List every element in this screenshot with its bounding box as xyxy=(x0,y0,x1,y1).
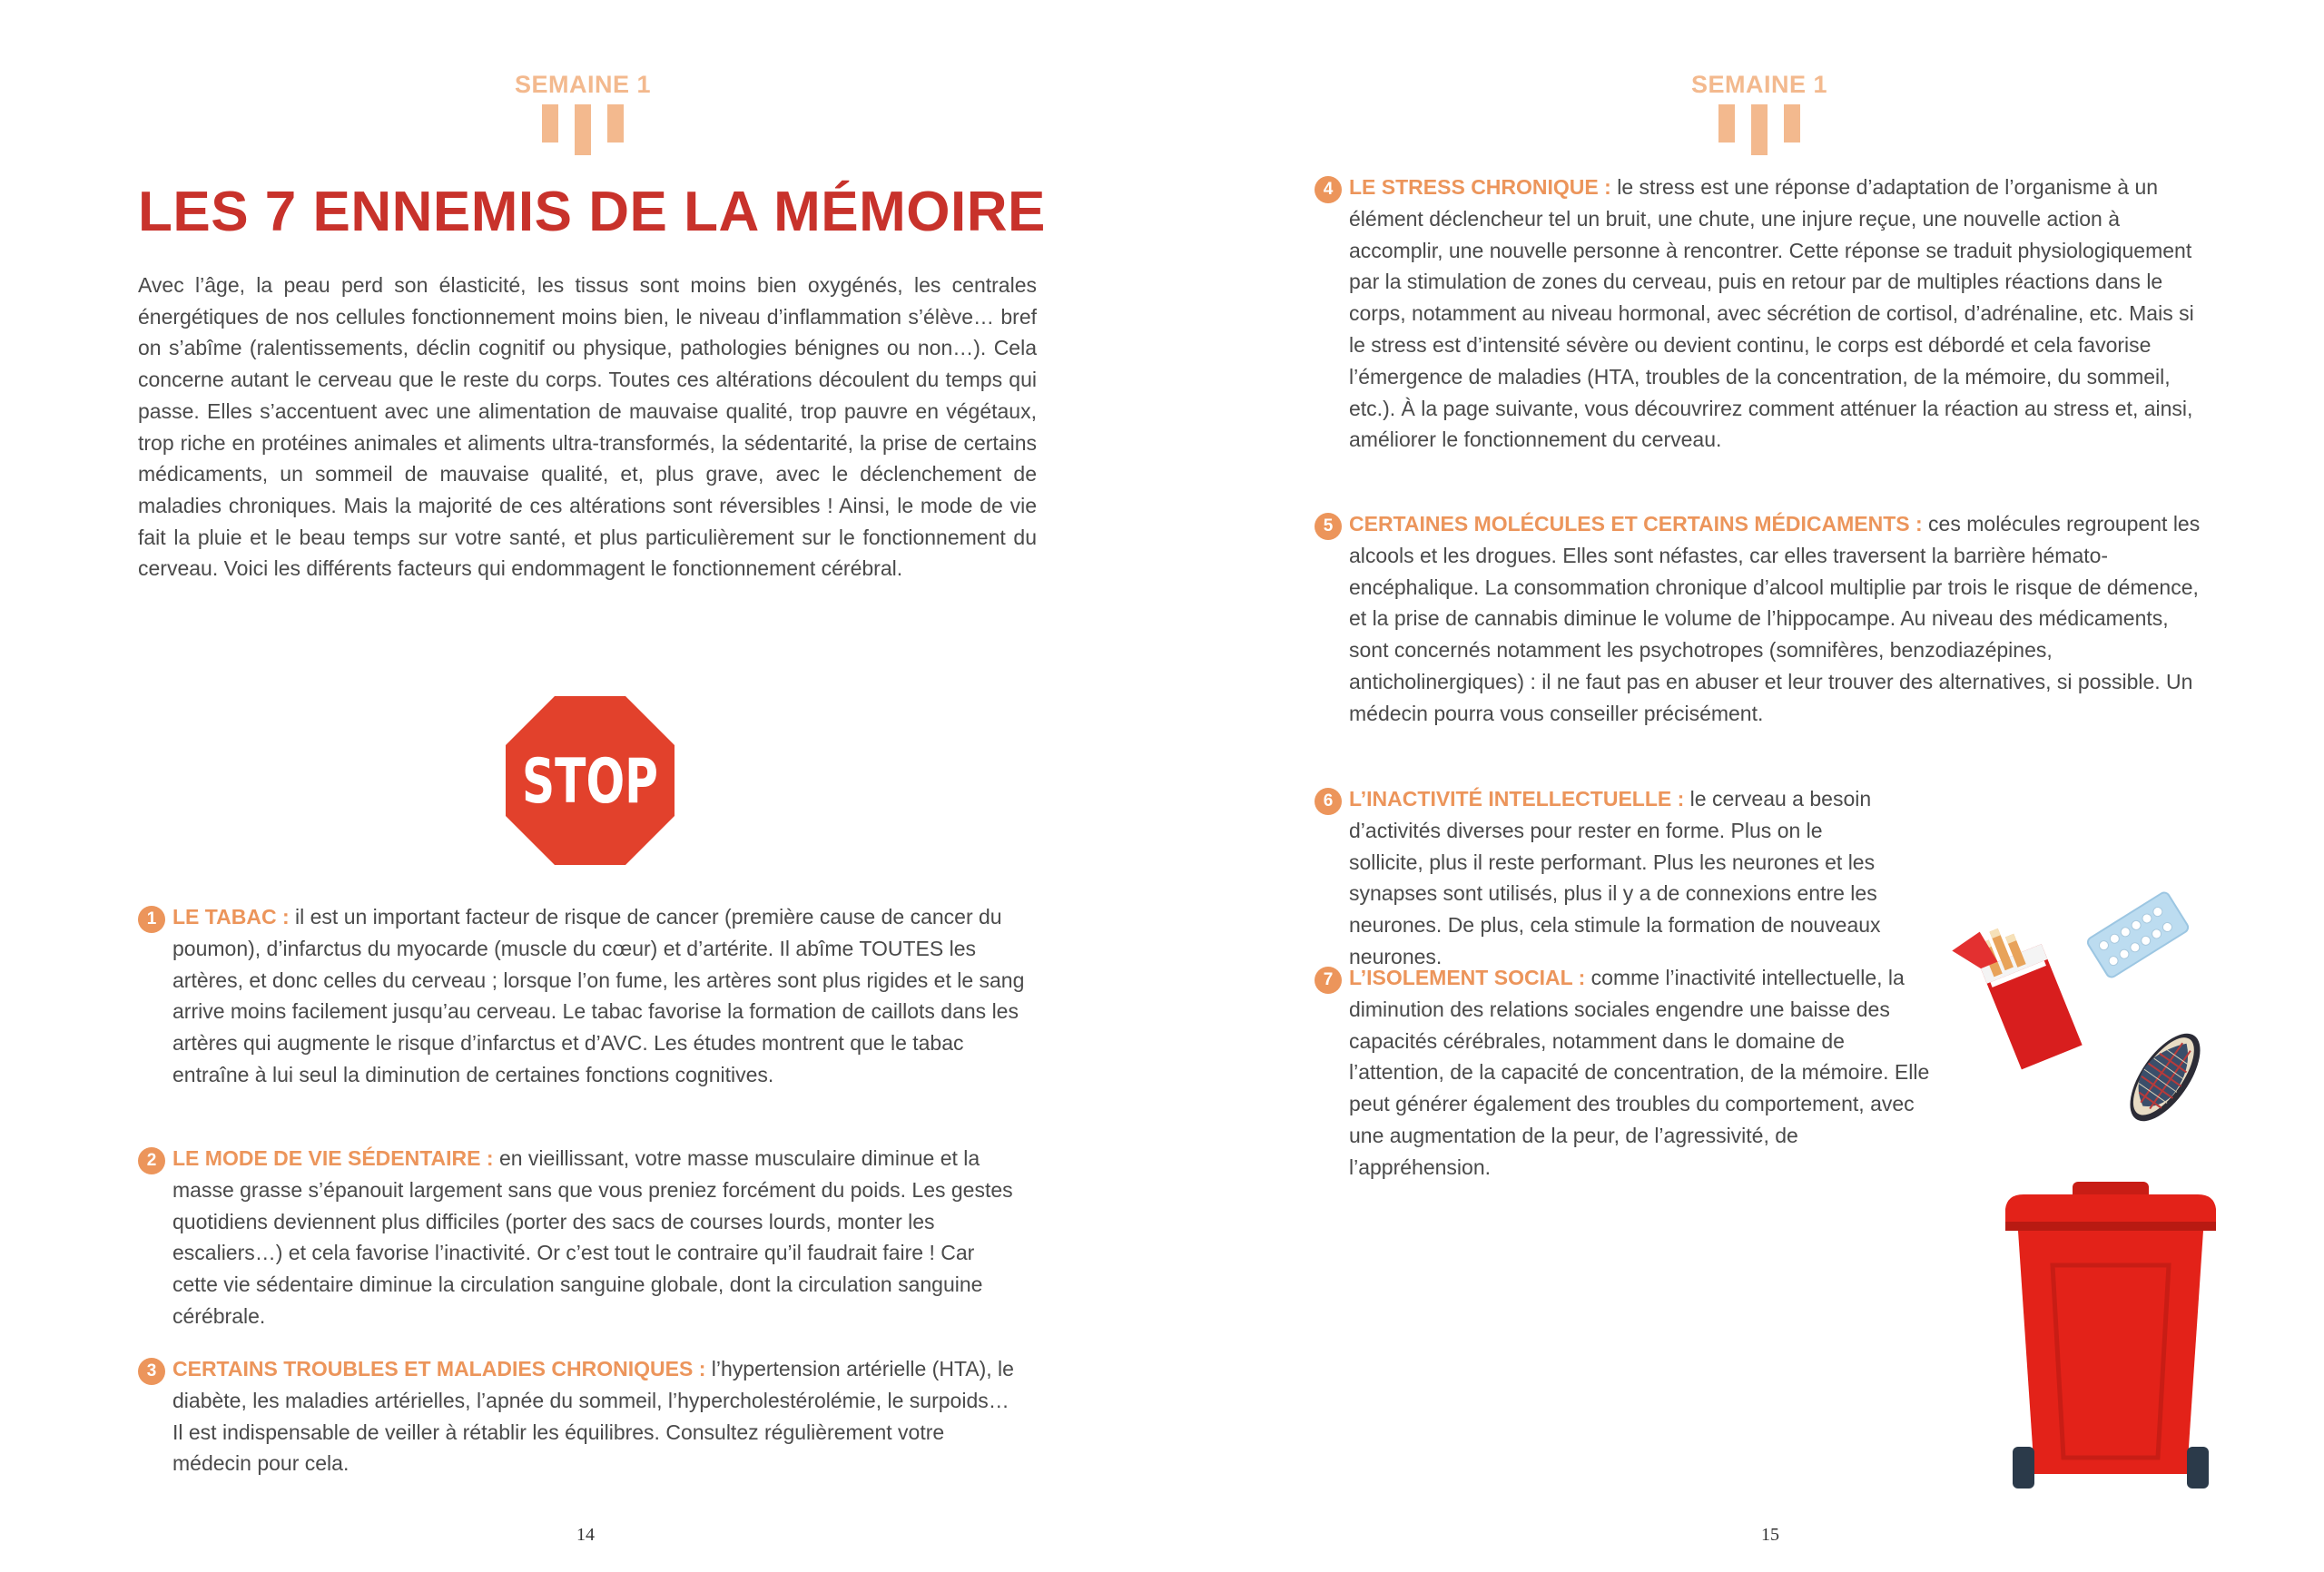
page-title: LES 7 ENNEMIS DE LA MÉMOIRE xyxy=(138,181,1046,243)
item-number-badge: 4 xyxy=(1315,176,1342,203)
item-heading: LE MODE DE VIE SÉDENTAIRE : xyxy=(172,1146,494,1170)
item-text: en vieillissant, votre masse musculaire diminue et la masse grasse s’épanouit largement sans que vous preniez forcément du poids. Les gestes quotidiens deviennent plus difficiles (porter des sacs de courses lourds, monter les escaliers…) et cela favorise l’inactivité. Or c’est tout le contraire qu’il faudrait faire ! Car cette vie sédentaire diminue la circulation sanguine globale, dont la circulation sanguine cérébrale. xyxy=(172,1146,1013,1328)
item-text: le cerveau a besoin d’activités diverses pour rester en forme. Plus on le sollicite, plus il reste performant. Plus les neurones et les synapses sont utilisés, plus il y a de connexions entre les neurones. De plus, cela stimule la formation de nouveaux neurones. xyxy=(1349,787,1881,968)
week-label: SEMAINE 1 xyxy=(1690,71,1828,98)
item-heading: CERTAINES MOLÉCULES ET CERTAINS MÉDICAMENTS : xyxy=(1349,512,1923,535)
enemy-item-6 xyxy=(1323,783,1894,973)
item-text: l’hypertension artérielle (HTA), le diabète, les maladies artérielles, l’apnée du sommeil, l’hypercholestérolémie, le surpoids… Il est indispensable de veiller à rétablir les équilibres. Consultez régulièrement votre médecin pour cela. xyxy=(172,1357,1014,1476)
intro-paragraph: Avec l’âge, la peau perd son élasticité, les tissus sont moins bien oxygénés, les centrales énergétiques de nos cellules fonctionnement moins bien, le niveau d’inflammation s’élève… bref on s’abîme (ralentissements, déclin cognitif ou physique, pathologies bénignes ou non…). Cela concerne autant le cerveau que le reste du corps. Toutes ces altérations découlent du temps qui passe. Elles s’accentuent avec une alimentation de mauvaise qualité, trop pauvre en végétaux, trop riche en protéines animales et aliments ultra-transformés, la sédentarité, la prise de certains médicaments, un sommeil de mauvaise qualité, et, plus grave, avec le déclenchement de maladies chroniques. Mais la majorité de ces altérations sont réversibles ! Ainsi, le mode de vie fait la pluie et le beau temps sur votre santé, et plus particulièrement sur le fonctionnement du cerveau. Voici les différents facteurs qui endommagent le fonctionnement cérébral. xyxy=(138,273,1037,581)
page-number: 14 xyxy=(576,1525,595,1545)
item-heading: CERTAINS TROUBLES ET MALADIES CHRONIQUES : xyxy=(172,1357,706,1380)
item-number-badge: 7 xyxy=(1315,967,1342,994)
page-number: 15 xyxy=(1761,1525,1779,1545)
item-heading: LE TABAC : xyxy=(172,905,290,928)
enemy-item-3 xyxy=(146,1353,1021,1479)
right-page xyxy=(1162,0,2324,1572)
item-heading: LE STRESS CHRONIQUE : xyxy=(1349,175,1611,199)
item-text: ces molécules regroupent les alcools et les drogues. Elles sont néfastes, car elles traversent la barrière hémato-encéphalique. La consommation chronique d’alcool multiplie par trois le risque de démence, et la prise de cannabis diminue le volume de l’hippocampe. Au niveau des médicaments, sont concernés notamment les psychotropes (somnifères, benzodiazépines, anticholinergiques) : il ne faut pas en abuser et leur trouver des alternatives, si possible. Un médecin pourra vous conseiller précisément. xyxy=(1349,512,2201,725)
enemy-item-2 xyxy=(146,1143,1017,1332)
enemy-item-7 xyxy=(1323,962,1939,1184)
week-marker xyxy=(492,71,674,155)
enemy-item-1 xyxy=(146,901,1031,1091)
week-bars-icon xyxy=(492,104,674,155)
item-text: comme l’inactivité intellectuelle, la diminution des relations sociales engendre une baisse des capacités cérébrales, notamment dans le domaine de l’attention, de la capacité de concentration, de la mémoire. Elle peut générer également des troubles du comportement, avec une augmentation de la peur, de l’agressivité, de l’appréhension. xyxy=(1349,966,1930,1179)
pill-blister-icon xyxy=(2083,894,2192,976)
item-number-badge: 6 xyxy=(1315,788,1342,815)
item-text: le stress est une réponse d’adaptation de l’organisme à un élément déclencheur tel un bruit, une chute, une injure reçue, une nouvelle action à accomplir, une nouvelle personne à rencontrer. Cette réponse se traduit physiologiquement par la stimulation de zones du cerveau, puis en retour par de multiples réactions dans le corps, notamment au niveau hormonal, avec sécrétion de cortisol, d’adrénaline, etc. Mais si le stress est d’intensité sévère ou devient continu, le corps est débordé et cela favorise l’émergence de maladies (HTA, troubles de la concentration, de la mémoire, du sommeil, etc.). À la page suivante, vous découvrirez comment atténuer la réaction au stress et, ainsi, améliorer le fonctionnement du cerveau. xyxy=(1349,175,2194,452)
trash-bin-icon xyxy=(2002,1182,2220,1495)
enemy-item-5 xyxy=(1323,508,2211,730)
item-heading: L’ISOLEMENT SOCIAL : xyxy=(1349,966,1586,989)
item-number-badge: 1 xyxy=(138,906,165,933)
week-marker xyxy=(1669,71,1850,155)
cigarette-pack-icon xyxy=(1970,917,2088,1080)
slipper-icon xyxy=(2111,1021,2220,1135)
stop-sign-text: STOP xyxy=(522,746,658,818)
item-number-badge: 5 xyxy=(1315,513,1342,540)
item-heading: L’INACTIVITÉ INTELLECTUELLE : xyxy=(1349,787,1685,811)
item-number-badge: 3 xyxy=(138,1358,165,1385)
stop-sign-icon xyxy=(506,696,675,865)
week-label: SEMAINE 1 xyxy=(514,71,652,98)
week-bars-icon xyxy=(1669,104,1850,155)
enemy-item-4 xyxy=(1323,172,2202,456)
item-text: il est un important facteur de risque de cancer (première cause de cancer du poumon), d’infarctus du myocarde (muscle du cœur) et d’artérite. Il abîme TOUTES les artères, et donc celles du cerveau ; lorsque l’on fume, les artères sont plus rigides et le sang arrive moins facilement jusqu’au cerveau. Le tabac favorise la formation de caillots dans les artères qui augmente le risque d’infarctus et d’AVC. Les études montrent que le tabac entraîne à lui seul la diminution de certaines fonctions cognitives. xyxy=(172,905,1025,1086)
item-number-badge: 2 xyxy=(138,1147,165,1174)
